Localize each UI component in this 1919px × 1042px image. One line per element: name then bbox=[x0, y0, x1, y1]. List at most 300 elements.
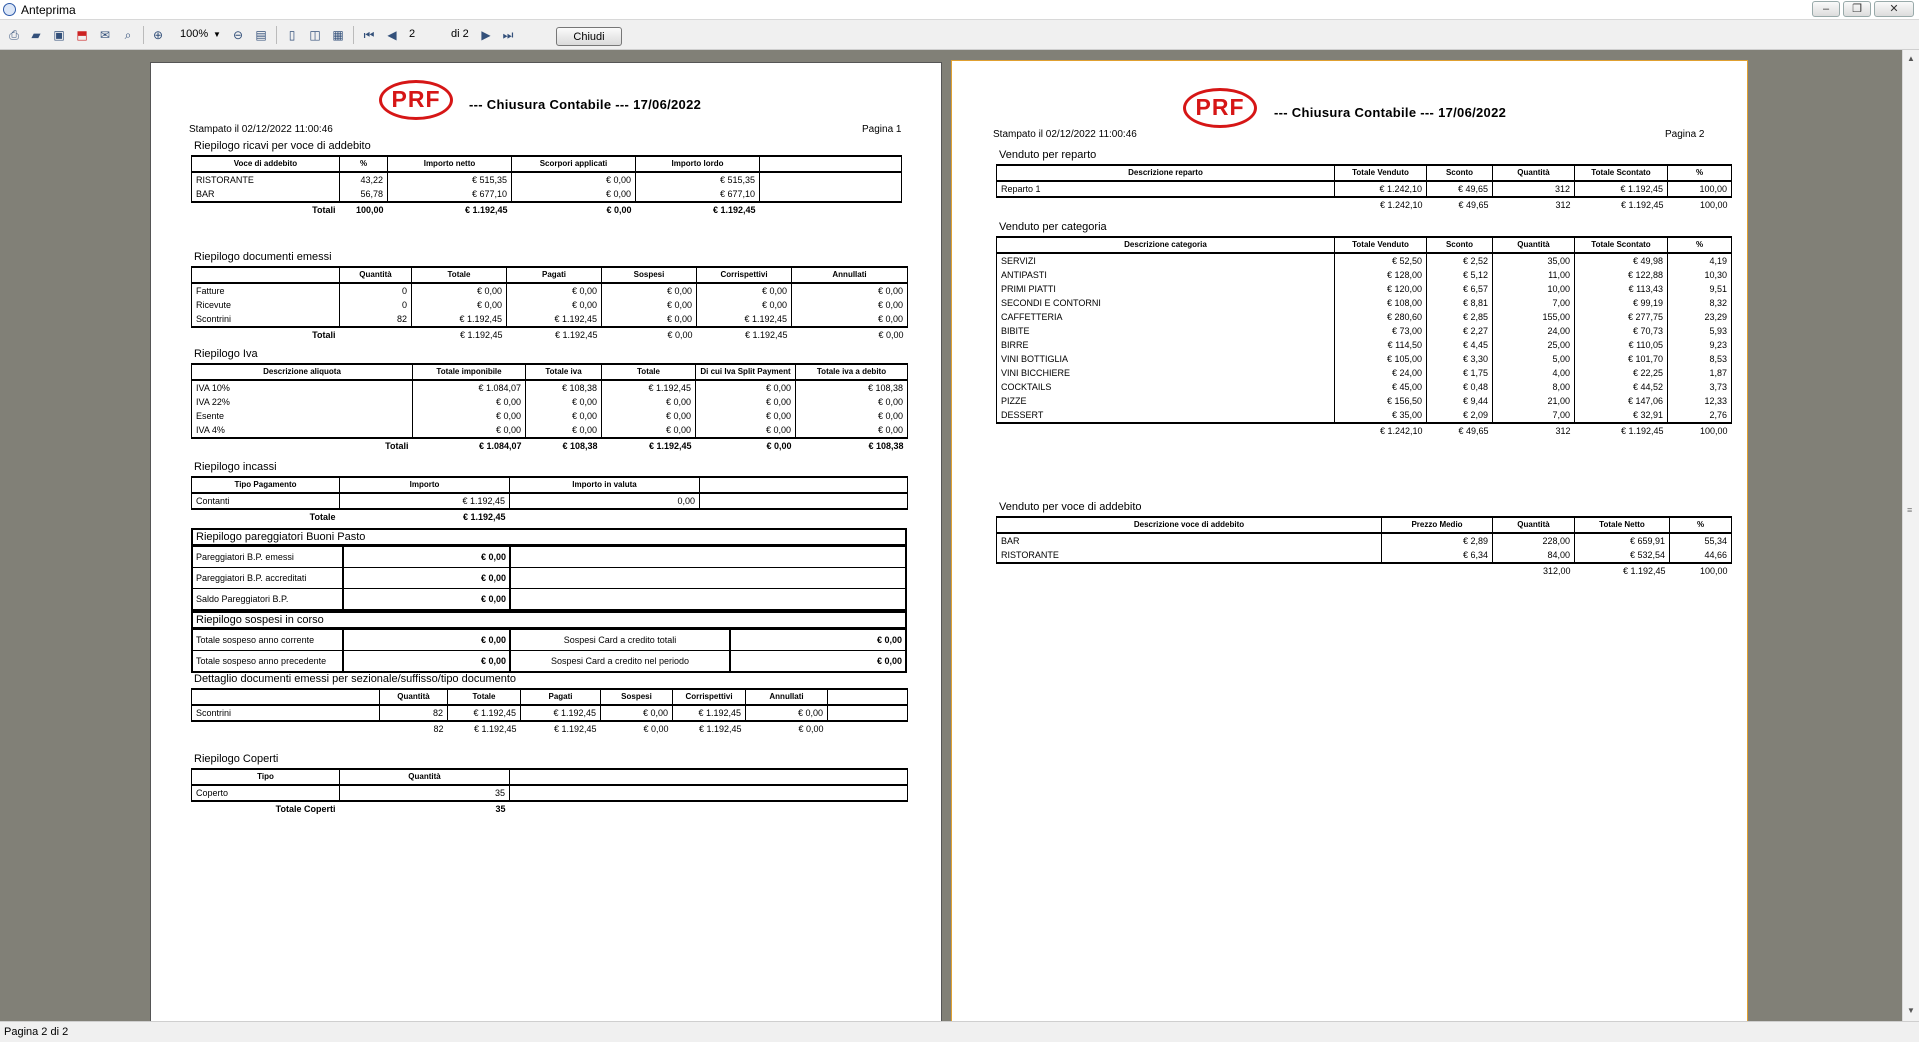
table-cell: € 45,00 bbox=[1335, 380, 1427, 394]
table-cell: € 122,88 bbox=[1575, 268, 1668, 282]
table-cell: Totale sospeso anno precedente bbox=[193, 651, 344, 671]
table-cell: € 1.192,45 bbox=[1575, 181, 1668, 197]
table-row bbox=[193, 588, 905, 609]
section-title-reparto: Venduto per reparto bbox=[999, 149, 1097, 161]
table-row bbox=[192, 187, 902, 202]
total-cell bbox=[1382, 563, 1493, 578]
section-title-iva: Riepilogo Iva bbox=[194, 348, 258, 360]
table-cell: € 2,09 bbox=[1427, 408, 1493, 423]
table-cell: € 2,27 bbox=[1427, 324, 1493, 338]
table-cell: € 0,00 bbox=[602, 283, 697, 298]
total-cell: 35 bbox=[495, 804, 506, 814]
total-cell bbox=[997, 423, 1335, 438]
table-cell: 7,00 bbox=[1493, 296, 1575, 310]
table-cell: € 2,89 bbox=[1382, 533, 1493, 548]
table-cell: € 277,75 bbox=[1575, 310, 1668, 324]
table-cell: Contanti bbox=[192, 493, 340, 509]
table-cell: 100,00 bbox=[1668, 181, 1732, 197]
table-row bbox=[192, 380, 908, 395]
table-row bbox=[997, 548, 1732, 563]
table-cell: 25,00 bbox=[1493, 338, 1575, 352]
column-header: Pagati bbox=[507, 267, 602, 283]
table-cell: € 0,00 bbox=[792, 298, 908, 312]
table-cell: ANTIPASTI bbox=[997, 268, 1335, 282]
table-cell: Fatture bbox=[192, 283, 340, 298]
column-header: Importo lordo bbox=[636, 156, 760, 172]
table-cell: € 108,00 bbox=[1335, 296, 1427, 310]
table-cell: € 1.192,45 bbox=[340, 493, 510, 509]
total-cell bbox=[510, 509, 700, 524]
table-cell: € 0,00 bbox=[344, 651, 511, 671]
table-cell: € 49,65 bbox=[1427, 181, 1493, 197]
table-row bbox=[192, 283, 908, 298]
table-header-row bbox=[997, 165, 1732, 181]
column-header: Quantità bbox=[340, 769, 510, 785]
prf-logo: PRF bbox=[379, 80, 453, 120]
table-cell: € 0,00 bbox=[412, 283, 507, 298]
page-count: di 2 bbox=[451, 28, 469, 40]
table-cell: € 0,00 bbox=[796, 395, 908, 409]
table-cell: € 0,00 bbox=[507, 298, 602, 312]
section-title-documenti: Riepilogo documenti emessi bbox=[194, 251, 332, 263]
table-cell: 10,30 bbox=[1668, 268, 1732, 282]
table-cell: Reparto 1 bbox=[997, 181, 1335, 197]
column-header: Pagati bbox=[521, 689, 601, 705]
table-cell: 0 bbox=[340, 298, 412, 312]
table-row bbox=[192, 493, 908, 509]
table-cell bbox=[700, 493, 908, 509]
column-header: Totale iva bbox=[526, 364, 602, 380]
total-cell: € 1.192,45 bbox=[648, 441, 692, 451]
table-cell: € 6,34 bbox=[1382, 548, 1493, 563]
table-cell: Totale sospeso anno corrente bbox=[193, 630, 344, 650]
table-header-row bbox=[192, 364, 908, 380]
table-row bbox=[192, 705, 908, 721]
table-cell: 0,00 bbox=[510, 493, 700, 509]
table-cell: € 0,00 bbox=[696, 380, 796, 395]
table-cell: € 677,10 bbox=[388, 187, 512, 202]
totals-row bbox=[192, 202, 902, 217]
table-cell: € 108,38 bbox=[796, 380, 908, 395]
column-header: Totale Venduto bbox=[1335, 165, 1427, 181]
table-cell bbox=[510, 785, 908, 801]
table-cell: € 22,25 bbox=[1575, 366, 1668, 380]
table-cell: 10,00 bbox=[1493, 282, 1575, 296]
total-cell: 100,00 bbox=[1699, 426, 1728, 436]
column-header: Descrizione aliquota bbox=[192, 364, 413, 380]
table-cell: Sospesi Card a credito nel periodo bbox=[511, 651, 731, 671]
totals-row bbox=[997, 423, 1732, 438]
column-header: % bbox=[1668, 165, 1732, 181]
restore-icon[interactable]: ❐ bbox=[1843, 1, 1871, 17]
table-cell: € 0,00 bbox=[412, 298, 507, 312]
table-cell: Pareggiatori B.P. accreditati bbox=[193, 568, 344, 588]
table-cell: Pareggiatori B.P. emessi bbox=[193, 547, 344, 567]
table-row bbox=[997, 324, 1732, 338]
minimize-icon[interactable]: – bbox=[1812, 1, 1840, 17]
table-cell: 312 bbox=[1493, 181, 1575, 197]
table-cell: 8,32 bbox=[1668, 296, 1732, 310]
column-header bbox=[700, 477, 908, 493]
page-label: Pagina 2 bbox=[1665, 129, 1705, 140]
total-cell: € 1.242,10 bbox=[1379, 200, 1423, 210]
table-cell: € 32,91 bbox=[1575, 408, 1668, 423]
column-header: Descrizione categoria bbox=[997, 237, 1335, 253]
zoom-out-icon[interactable]: ⊖ bbox=[232, 28, 244, 42]
column-header: Sconto bbox=[1427, 237, 1493, 253]
table-cell: 56,78 bbox=[340, 187, 388, 202]
table-cell: € 35,00 bbox=[1335, 408, 1427, 423]
toolbar-separator bbox=[276, 26, 277, 44]
table-cell: € 0,00 bbox=[602, 298, 697, 312]
table-row bbox=[192, 172, 902, 187]
table-row bbox=[192, 298, 908, 312]
table-cell: € 1.192,45 bbox=[448, 705, 521, 721]
total-cell: € 1.192,45 bbox=[553, 724, 597, 734]
total-cell bbox=[340, 327, 412, 342]
total-cell: € 1.084,07 bbox=[478, 441, 522, 451]
total-cell: Totale Coperti bbox=[275, 804, 336, 814]
column-header: Quantità bbox=[340, 267, 412, 283]
close-icon[interactable]: ✕ bbox=[1874, 1, 1914, 17]
column-header: Totale iva a debito bbox=[796, 364, 908, 380]
table-cell: 44,66 bbox=[1670, 548, 1732, 563]
table-cell: 11,00 bbox=[1493, 268, 1575, 282]
table-cell: € 0,00 bbox=[526, 423, 602, 438]
next-page-icon[interactable]: ▶ bbox=[481, 28, 491, 42]
table-cell: € 0,00 bbox=[876, 635, 902, 645]
table-cell: 4,00 bbox=[1493, 366, 1575, 380]
table-cell: € 0,00 bbox=[344, 589, 511, 609]
table-cell: € 1.192,45 bbox=[697, 312, 792, 327]
table-cell: € 1.084,07 bbox=[413, 380, 526, 395]
table-cell: RISTORANTE bbox=[997, 548, 1382, 563]
table-cell: € 0,00 bbox=[512, 187, 636, 202]
total-cell bbox=[997, 563, 1382, 578]
total-cell: € 49,65 bbox=[1458, 200, 1489, 210]
table-cell: € 0,00 bbox=[413, 409, 526, 423]
table-cell: € 2,85 bbox=[1427, 310, 1493, 324]
table-cell: Coperto bbox=[192, 785, 340, 801]
box-title: Riepilogo sospesi in corso bbox=[193, 613, 905, 629]
section-title-ricavi: Riepilogo ricavi per voce di addebito bbox=[194, 140, 371, 152]
open-folder-icon[interactable]: ▰ bbox=[31, 28, 41, 42]
total-cell: € 1.192,45 bbox=[1620, 426, 1664, 436]
totals-row bbox=[192, 438, 908, 453]
toolbar-separator bbox=[353, 26, 354, 44]
table-cell: € 2,52 bbox=[1427, 253, 1493, 268]
table-cell: € 0,00 bbox=[792, 312, 908, 327]
column-header bbox=[192, 689, 380, 705]
table-cell: € 659,91 bbox=[1575, 533, 1670, 548]
total-cell bbox=[510, 801, 908, 816]
totals-row bbox=[997, 197, 1732, 212]
total-cell: € 1.192,45 bbox=[462, 512, 506, 522]
column-header: Descrizione reparto bbox=[997, 165, 1335, 181]
totals-row bbox=[192, 801, 908, 816]
table-cell: 55,34 bbox=[1670, 533, 1732, 548]
table-row bbox=[997, 268, 1732, 282]
total-cell: Totali bbox=[312, 205, 336, 215]
table-cell: € 0,00 bbox=[746, 705, 828, 721]
toolbar-separator bbox=[143, 26, 144, 44]
first-page-icon[interactable]: ⏮ bbox=[363, 27, 375, 42]
table-row bbox=[997, 338, 1732, 352]
single-page-icon[interactable]: ▯ bbox=[288, 28, 296, 42]
column-header: Quantità bbox=[1493, 517, 1575, 533]
total-cell bbox=[828, 721, 908, 736]
email-icon[interactable]: ✉ bbox=[99, 28, 111, 42]
table-cell bbox=[511, 547, 905, 567]
table-row bbox=[192, 395, 908, 409]
section-title-categoria: Venduto per categoria bbox=[999, 221, 1107, 233]
table-row bbox=[997, 352, 1732, 366]
table-cell: 3,73 bbox=[1668, 380, 1732, 394]
table-cell: € 147,06 bbox=[1575, 394, 1668, 408]
table-row bbox=[997, 394, 1732, 408]
table-cell: € 6,57 bbox=[1427, 282, 1493, 296]
table-cell: DESSERT bbox=[997, 408, 1335, 423]
table-cell: 82 bbox=[380, 705, 448, 721]
table-cell: € 110,05 bbox=[1575, 338, 1668, 352]
section-title-incassi: Riepilogo incassi bbox=[194, 461, 277, 473]
window-titlebar bbox=[0, 0, 1919, 20]
scroll-up-icon[interactable]: ▲ bbox=[1907, 54, 1915, 63]
column-header: Totale bbox=[602, 364, 696, 380]
table-cell: 1,87 bbox=[1668, 366, 1732, 380]
table-cell: € 515,35 bbox=[636, 172, 760, 187]
table-cell: Ricevute bbox=[192, 298, 340, 312]
total-cell bbox=[192, 721, 380, 736]
table-cell: € 156,50 bbox=[1335, 394, 1427, 408]
table-cell: BIRRE bbox=[997, 338, 1335, 352]
page-number-input[interactable]: 2 bbox=[409, 28, 416, 40]
prev-page-icon[interactable]: ◀ bbox=[387, 28, 397, 42]
table-cell: 21,00 bbox=[1493, 394, 1575, 408]
app-icon bbox=[3, 3, 16, 16]
section-title-dettaglio: Dettaglio documenti emessi per sezionale/suffisso/tipo documento bbox=[194, 673, 517, 685]
table-cell: € 677,10 bbox=[636, 187, 760, 202]
column-header: % bbox=[1670, 517, 1732, 533]
vertical-scrollbar[interactable] bbox=[1902, 50, 1919, 1021]
total-cell bbox=[760, 202, 902, 217]
table-cell: BAR bbox=[192, 187, 340, 202]
column-header: % bbox=[1668, 237, 1732, 253]
table-header-row bbox=[192, 156, 902, 172]
table-cell: € 0,00 bbox=[344, 630, 511, 650]
column-header: Annullati bbox=[746, 689, 828, 705]
total-cell: 100,00 bbox=[355, 205, 384, 215]
table-cell: Sospesi Card a credito totali bbox=[511, 630, 731, 650]
column-header: Quantità bbox=[1493, 165, 1575, 181]
column-header: Totale Venduto bbox=[1335, 237, 1427, 253]
table-row bbox=[997, 366, 1732, 380]
table-cell: € 70,73 bbox=[1575, 324, 1668, 338]
report-title: --- Chiusura Contabile --- 17/06/2022 bbox=[469, 97, 702, 112]
fit-page-icon[interactable]: ▤ bbox=[255, 28, 267, 42]
table-row bbox=[193, 650, 905, 671]
table-cell: € 114,50 bbox=[1335, 338, 1427, 352]
table-cell: PRIMI PIATTI bbox=[997, 282, 1335, 296]
table-cell: RISTORANTE bbox=[192, 172, 340, 187]
table-row bbox=[193, 546, 905, 567]
zoom-in-icon[interactable]: ⊕ bbox=[152, 28, 164, 42]
two-page-icon[interactable]: ◫ bbox=[309, 28, 321, 42]
table-cell: 155,00 bbox=[1493, 310, 1575, 324]
table-row bbox=[192, 312, 908, 327]
table-cell: € 3,30 bbox=[1427, 352, 1493, 366]
total-cell: € 0,00 bbox=[878, 330, 904, 340]
table-cell: € 1.192,45 bbox=[412, 312, 507, 327]
close-preview-button[interactable]: Chiudi bbox=[556, 27, 622, 46]
table-row bbox=[997, 181, 1732, 197]
column-header: Corrispettivi bbox=[673, 689, 746, 705]
column-header: Totale bbox=[448, 689, 521, 705]
multi-page-icon[interactable]: ▦ bbox=[332, 28, 344, 42]
table-cell: VINI BOTTIGLIA bbox=[997, 352, 1335, 366]
total-cell: € 0,00 bbox=[766, 441, 792, 451]
column-header: Importo netto bbox=[388, 156, 512, 172]
table-header-row bbox=[997, 237, 1732, 253]
table-cell: € 9,44 bbox=[1427, 394, 1493, 408]
column-header: Importo in valuta bbox=[510, 477, 700, 493]
table-cell: € 128,00 bbox=[1335, 268, 1427, 282]
table-row bbox=[193, 629, 905, 650]
table-cell: CAFFETTERIA bbox=[997, 310, 1335, 324]
total-cell: 312 bbox=[1555, 426, 1571, 436]
table-cell: Scontrini bbox=[192, 705, 380, 721]
table-header-row bbox=[192, 769, 908, 785]
prf-logo: PRF bbox=[1183, 88, 1257, 128]
table-cell: € 52,50 bbox=[1335, 253, 1427, 268]
total-cell: € 0,00 bbox=[643, 724, 669, 734]
table-cell: € 0,48 bbox=[1427, 380, 1493, 394]
column-header: Totale Scontato bbox=[1575, 237, 1668, 253]
table-cell: € 515,35 bbox=[388, 172, 512, 187]
buoni-pasto-box bbox=[191, 528, 907, 611]
total-cell: € 1.192,45 bbox=[698, 724, 742, 734]
scroll-grip-icon[interactable]: ≡ bbox=[1907, 505, 1913, 515]
section-title-voce: Venduto per voce di addebito bbox=[999, 501, 1142, 513]
column-header: Totale imponibile bbox=[413, 364, 526, 380]
column-header bbox=[510, 769, 908, 785]
scroll-down-icon[interactable]: ▼ bbox=[1907, 1006, 1915, 1015]
table-cell: 8,00 bbox=[1493, 380, 1575, 394]
table-cell: € 1.242,10 bbox=[1335, 181, 1427, 197]
column-header: Prezzo Medio bbox=[1382, 517, 1493, 533]
find-icon[interactable]: ⌕ bbox=[124, 27, 132, 42]
table-cell: € 44,52 bbox=[1575, 380, 1668, 394]
totals-row bbox=[192, 327, 908, 342]
table-cell: IVA 22% bbox=[192, 395, 413, 409]
column-header bbox=[828, 689, 908, 705]
total-cell: € 0,00 bbox=[798, 724, 824, 734]
column-header: Sospesi bbox=[602, 267, 697, 283]
total-cell: € 1.242,10 bbox=[1379, 426, 1423, 436]
table-header-row bbox=[192, 477, 908, 493]
pdf-icon[interactable]: ⬒ bbox=[76, 28, 88, 42]
table-cell: VINI BICCHIERE bbox=[997, 366, 1335, 380]
table-cell: € 99,19 bbox=[1575, 296, 1668, 310]
table-row bbox=[192, 409, 908, 423]
section-title-coperti: Riepilogo Coperti bbox=[194, 753, 279, 765]
table-cell: 35 bbox=[340, 785, 510, 801]
table-cell: IVA 4% bbox=[192, 423, 413, 438]
column-header: Sconto bbox=[1427, 165, 1493, 181]
table-cell: € 105,00 bbox=[1335, 352, 1427, 366]
table-cell: 23,29 bbox=[1668, 310, 1732, 324]
column-header: Quantità bbox=[380, 689, 448, 705]
total-cell: € 1.192,45 bbox=[744, 330, 788, 340]
total-cell: € 108,38 bbox=[562, 441, 598, 451]
table-header-row bbox=[192, 689, 908, 705]
table-cell: € 0,00 bbox=[344, 568, 511, 588]
zoom-select[interactable]: 100% bbox=[180, 28, 209, 40]
last-page-icon[interactable]: ⏭ bbox=[502, 27, 514, 42]
table-row bbox=[997, 408, 1732, 423]
table-cell: 4,19 bbox=[1668, 253, 1732, 268]
status-bar bbox=[0, 1021, 1919, 1042]
report-title: --- Chiusura Contabile --- 17/06/2022 bbox=[1274, 105, 1507, 120]
table-cell: € 113,43 bbox=[1575, 282, 1668, 296]
table-cell: € 120,00 bbox=[1335, 282, 1427, 296]
total-cell: € 0,00 bbox=[667, 330, 693, 340]
table-cell: 0 bbox=[340, 283, 412, 298]
column-header: Totale Netto bbox=[1575, 517, 1670, 533]
table-cell: € 101,70 bbox=[1575, 352, 1668, 366]
table-cell: 7,00 bbox=[1493, 408, 1575, 423]
table-cell: Scontrini bbox=[192, 312, 340, 327]
table-cell: € 1.192,45 bbox=[507, 312, 602, 327]
table-cell: 2,76 bbox=[1668, 408, 1732, 423]
preview-viewport[interactable] bbox=[0, 50, 1902, 1021]
printed-date: Stampato il 02/12/2022 11:00:46 bbox=[993, 129, 1137, 140]
table-cell: € 108,38 bbox=[526, 380, 602, 395]
table-cell: € 0,00 bbox=[344, 547, 511, 567]
table-cell: € 0,00 bbox=[697, 283, 792, 298]
column-header: Sospesi bbox=[601, 689, 673, 705]
table-cell: € 0,00 bbox=[792, 283, 908, 298]
table-cell: € 280,60 bbox=[1335, 310, 1427, 324]
table-cell: 228,00 bbox=[1493, 533, 1575, 548]
chevron-down-icon[interactable]: ▼ bbox=[213, 30, 221, 39]
table-cell: € 0,00 bbox=[512, 172, 636, 187]
table-row bbox=[997, 310, 1732, 324]
save-icon[interactable]: ▣ bbox=[53, 28, 65, 42]
total-cell: Totali bbox=[312, 330, 336, 340]
column-header bbox=[192, 267, 340, 283]
table-cell: € 1,75 bbox=[1427, 366, 1493, 380]
table-cell: € 0,00 bbox=[413, 395, 526, 409]
table-cell: € 73,00 bbox=[1335, 324, 1427, 338]
column-header: Scorpori applicati bbox=[512, 156, 636, 172]
table-cell: € 0,00 bbox=[602, 312, 697, 327]
table-cell: € 4,45 bbox=[1427, 338, 1493, 352]
table-cell: 5,00 bbox=[1493, 352, 1575, 366]
status-text: Pagina 2 di 2 bbox=[4, 1026, 69, 1038]
table-cell: 82 bbox=[340, 312, 412, 327]
print-icon[interactable]: ⎙ bbox=[9, 27, 19, 42]
totals-row bbox=[192, 509, 908, 524]
box-title: Riepilogo pareggiatori Buoni Pasto bbox=[193, 530, 905, 546]
total-cell: € 1.192,45 bbox=[1620, 200, 1664, 210]
documenti-table bbox=[191, 266, 908, 342]
table-cell bbox=[511, 589, 905, 609]
column-header: Importo bbox=[340, 477, 510, 493]
column-header: Corrispettivi bbox=[697, 267, 792, 283]
total-cell: € 1.192,45 bbox=[712, 205, 756, 215]
total-cell: 100,00 bbox=[1699, 200, 1728, 210]
